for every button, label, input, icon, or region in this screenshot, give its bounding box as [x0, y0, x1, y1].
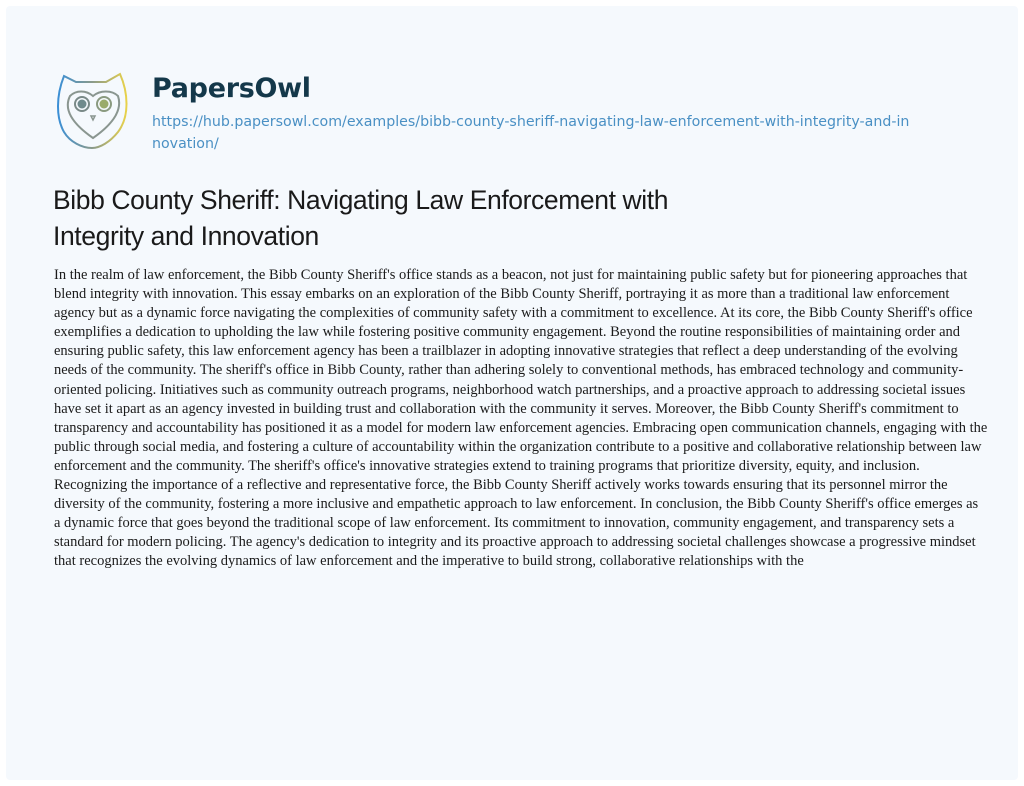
source-url-link[interactable]: https://hub.papersowl.com/examples/bibb-county-sheriff-navigating-law-enforcement-with-integrity-and-innovation/ [152, 114, 910, 152]
owl-logo-icon [56, 72, 132, 152]
brand-block [152, 73, 912, 155]
article-body: In the realm of law enforcement, the Bibb County Sheriff's office stands as a beacon, not just for maintaining public safety but for pioneering approaches that blend integrity with innovation. This essay embarks on an exploration of the Bibb County Sheriff, portraying it as more than a traditional law enforcement agency but as a dynamic force navigating the complexities of community safety with a commitment to excellence. At its core, the Bibb County Sheriff's office exemplifies a dedication to upholding the law while fostering positive community engagement. Beyond the routine responsibilities of maintaining order and ensuring public safety, this law enforcement agency has been a trailblazer in adopting innovative strategies that reflect a deep understanding of the evolving needs of the community. The sheriff's office in Bibb County, rather than adhering solely to conventional methods, has embraced technology and community-oriented policing. Initiatives such as community outreach programs, neighborhood watch partnerships, and a proactive approach to addressing societal issues have set it apart as an agency invested in building trust and collaboration with the community it serves. Moreover, the Bibb County Sheriff's commitment to transparency and accountability has positioned it as a model for modern law enforcement agencies. Embracing open communication channels, engaging with the public through social media, and fostering a culture of accountability within the organization contribute to a positive and collaborative relationship between law enforcement and the community. The sheriff's office's innovative strategies extend to training programs that prioritize diversity, equity, and inclusion. Recognizing the importance of a reflective and representative force, the Bibb County Sheriff actively works towards ensuring that its personnel mirror the diversity of the community, fostering a more inclusive and empathetic approach to law enforcement. In conclusion, the Bibb County Sheriff's office emerges as a dynamic force that goes beyond the traditional scope of law enforcement. Its commitment to innovation, community engagement, and transparency sets a standard for modern policing. The agency's dedication to integrity and its proactive approach to addressing societal challenges showcase a progressive mindset that recognizes the evolving dynamics of law enforcement and the imperative to build strong, collaborative relationships with the [54, 267, 988, 570]
document-card [6, 6, 1018, 780]
brand-name: PapersOwl [152, 73, 311, 104]
article-title: Bibb County Sheriff: Navigating Law Enforcement with Integrity and Innovation [53, 185, 669, 251]
site-header [56, 73, 912, 155]
